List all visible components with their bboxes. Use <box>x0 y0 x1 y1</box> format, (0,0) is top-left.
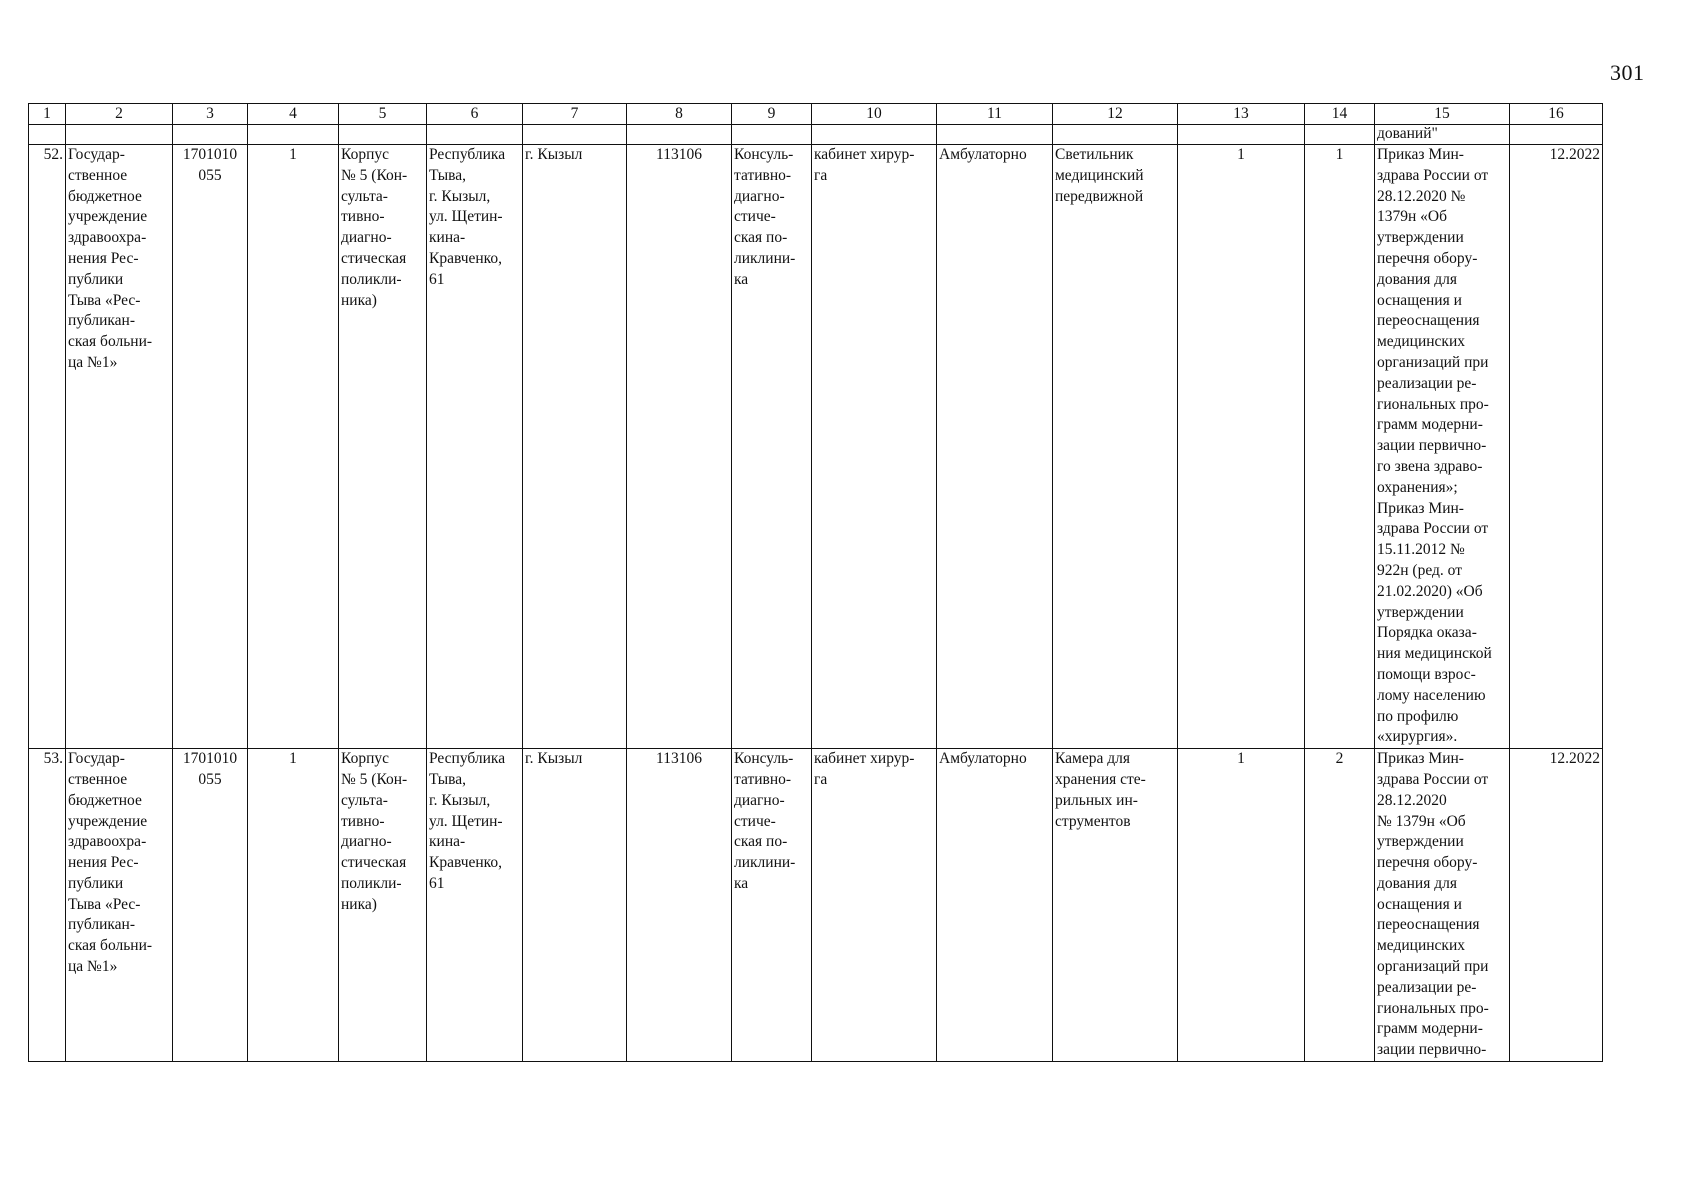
oktmo-code: 113106 <box>627 145 732 749</box>
legal-basis: Приказ Мин- здрава России от 28.12.2020 № 1379н «Об утверждении перечня обору- дования для оснащения и переоснащения медицинских организаций при реализации ре- гиональных про- грамм модерни- зации первично- <box>1375 749 1510 1062</box>
room: кабинет хирур- га <box>812 145 937 749</box>
header-row <box>29 104 1603 125</box>
legal-basis: Приказ Мин- здрава России от 28.12.2020 № 1379н «Об утверждении перечня обору- дования для оснащения и переоснащения медицинских организаций при реализации ре- гиональных про- грамм модерни- зации первично- го звена здраво- охранения»; Приказ Мин- здрава России от 15.11.2012 № 922н (ред. от 21.02.2020) «Об утверждении Порядка оказа- ния медицинской помощи взрос- лому населению по профилю «хирургия». <box>1375 145 1510 749</box>
column-14-value: 2 <box>1305 749 1375 1062</box>
city: г. Кызыл <box>523 145 627 749</box>
care-type: Амбулаторно <box>937 749 1053 1062</box>
header-cell-16: 16 <box>1510 104 1603 125</box>
subdivision: Консуль- тативно- диагно- стиче- ская по- ликлини- ка <box>732 749 812 1062</box>
institution-code: 1701010 055 <box>173 145 248 749</box>
header-cell-3: 3 <box>173 104 248 125</box>
subdivision: Консуль- тативно- диагно- стиче- ская по- ликлини- ка <box>732 145 812 749</box>
header-cell-4: 4 <box>248 104 339 125</box>
header-cell-12: 12 <box>1053 104 1178 125</box>
header-cell-13: 13 <box>1178 104 1305 125</box>
row-number: 53. <box>29 749 66 1062</box>
column-4-value: 1 <box>248 145 339 749</box>
header-cell-14: 14 <box>1305 104 1375 125</box>
header-cell-11: 11 <box>937 104 1053 125</box>
column-14-value: 1 <box>1305 145 1375 749</box>
column-13-value: 1 <box>1178 145 1305 749</box>
building-name: Корпус № 5 (Кон- сульта- тивно- диагно- стическая поликли- ника) <box>339 145 427 749</box>
header-cell-6: 6 <box>427 104 523 125</box>
equipment-name: Светильник медицинский передвижной <box>1053 145 1178 749</box>
header-cell-7: 7 <box>523 104 627 125</box>
equipment-table <box>28 103 1603 1062</box>
date: 12.2022 <box>1510 145 1603 749</box>
row-number: 52. <box>29 145 66 749</box>
care-type: Амбулаторно <box>937 145 1053 749</box>
page-number: 301 <box>1610 60 1645 85</box>
header-cell-1: 1 <box>29 104 66 125</box>
institution-name: Государ- ственное бюджетное учреждение здравоохра- нения Рес- публики Тыва «Рес- публикан- ская больни- ца №1» <box>66 749 173 1062</box>
table-row <box>29 749 1603 1062</box>
header-cell-2: 2 <box>66 104 173 125</box>
header-cell-15: 15 <box>1375 104 1510 125</box>
date: 12.2022 <box>1510 749 1603 1062</box>
header-cell-10: 10 <box>812 104 937 125</box>
room: кабинет хирур- га <box>812 749 937 1062</box>
building-name: Корпус № 5 (Кон- сульта- тивно- диагно- стическая поликли- ника) <box>339 749 427 1062</box>
table-row <box>29 145 1603 749</box>
continuation-text: дований" <box>1375 125 1510 145</box>
equipment-name: Камера для хранения сте- рильных ин- струментов <box>1053 749 1178 1062</box>
institution-name: Государ- ственное бюджетное учреждение здравоохра- нения Рес- публики Тыва «Рес- публикан- ская больни- ца №1» <box>66 145 173 749</box>
column-13-value: 1 <box>1178 749 1305 1062</box>
institution-code: 1701010 055 <box>173 749 248 1062</box>
city: г. Кызыл <box>523 749 627 1062</box>
address: Республика Тыва, г. Кызыл, ул. Щетин- кина- Кравченко, 61 <box>427 145 523 749</box>
address: Республика Тыва, г. Кызыл, ул. Щетин- кина- Кравченко, 61 <box>427 749 523 1062</box>
oktmo-code: 113106 <box>627 749 732 1062</box>
header-cell-8: 8 <box>627 104 732 125</box>
header-cell-5: 5 <box>339 104 427 125</box>
header-cell-9: 9 <box>732 104 812 125</box>
continuation-row <box>29 125 1603 145</box>
column-4-value: 1 <box>248 749 339 1062</box>
